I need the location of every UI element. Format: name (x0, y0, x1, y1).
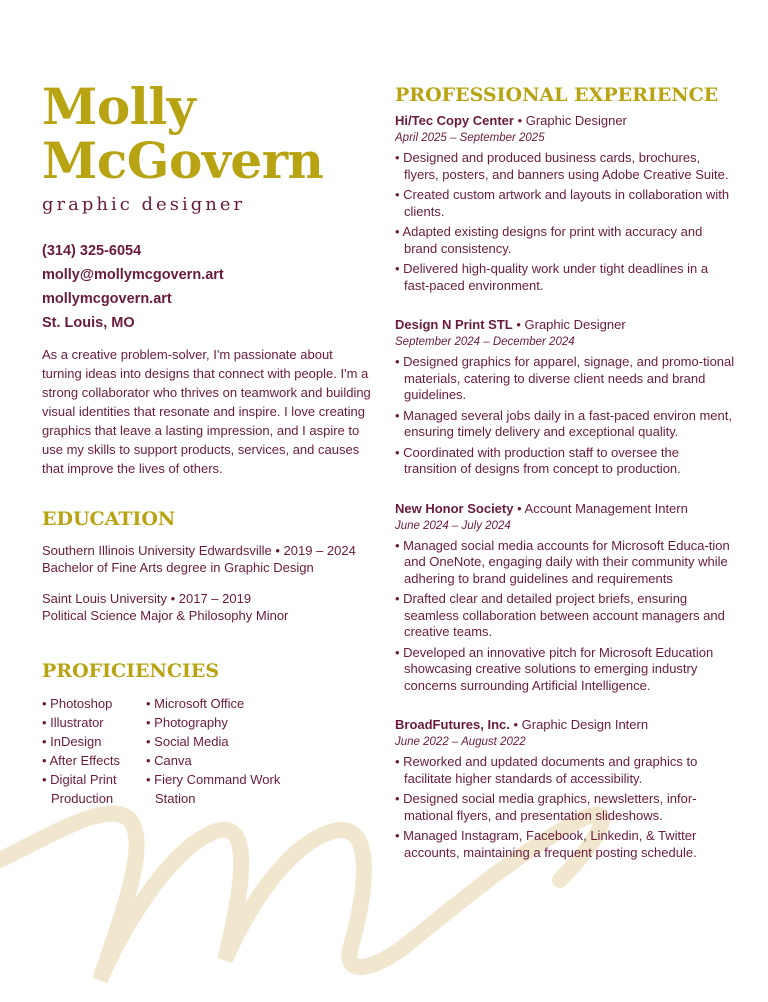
job-bullet: • Drafted clear and detailed project briefs, ensuring seamless collaboration between account managers and creative teams. (395, 591, 725, 639)
right-column (395, 84, 735, 865)
experience-heading: PROFESSIONAL EXPERIENCE (395, 84, 719, 106)
job-entry (395, 316, 735, 478)
proficiencies-column-1 (42, 694, 146, 808)
proficiency-item: • Illustrator (42, 715, 104, 730)
company-name: New Honor Society (395, 500, 514, 516)
proficiency-item: • Photography (146, 715, 228, 730)
job-title-line (395, 500, 735, 518)
proficiency-item: • Social Media (146, 734, 229, 749)
proficiencies-list (42, 694, 372, 808)
job-dates: September 2024 – December 2024 (395, 336, 575, 348)
company-name: Design N Print STL (395, 317, 513, 332)
job-entry (395, 716, 735, 861)
job-bullet: • Managed social media accounts for Microsoft Educa-tion and OneNote, engaging daily with their community while adhering to brand guidelines and requirements (395, 537, 730, 586)
job-bullet: • Reworked and updated documents and graphics to facilitate higher standards of accessibility. (395, 754, 698, 786)
proficiency-item: • Canva (146, 753, 192, 768)
school-line: Southern Illinois University Edwardsville • 2019 – 2024 (42, 543, 356, 558)
name-heading (42, 77, 372, 190)
job-dates: June 2024 – July 2024 (395, 519, 511, 532)
job-role: • Graphic Designer (512, 317, 626, 332)
proficiency-item: • Digital Print Production (42, 772, 117, 806)
degree-line: Bachelor of Fine Arts degree in Graphic Design (42, 560, 314, 575)
proficiency-item: • InDesign (42, 734, 102, 749)
company-name: Hi/Tec Copy Center (395, 113, 514, 128)
job-bullet: • Developed an innovative pitch for Microsoft Education showcasing creative solutions to emerging industry concerns surrounding Artificial Intelligence. (395, 644, 714, 693)
education-entry (42, 590, 372, 624)
company-name: BroadFutures, Inc. (395, 717, 510, 732)
job-title-line (395, 316, 735, 334)
job-entry (395, 500, 735, 695)
first-name: Molly (42, 77, 196, 136)
website: mollymcgovern.art (42, 291, 172, 307)
job-bullet: • Coordinated with production staff to oversee the transition of designs from concept to production. (395, 444, 681, 476)
job-bullet: • Adapted existing designs for print with accuracy and brand consistency. (395, 224, 703, 256)
job-bullet: • Created custom artwork and layouts in collaboration with clients. (395, 187, 730, 219)
degree-line: Political Science Major & Philosophy Minor (42, 608, 289, 623)
location: St. Louis, MO (42, 315, 135, 331)
last-name: McGovern (42, 131, 324, 190)
proficiencies-column-2 (146, 694, 286, 808)
job-title-line (395, 112, 735, 130)
job-dates: April 2025 – September 2025 (395, 132, 545, 144)
job-bullet: • Managed Instagram, Facebook, Linkedin, & Twitter accounts, maintaining a frequent posting schedule. (395, 828, 697, 860)
email: molly@mollymcgovern.art (42, 267, 224, 283)
job-bullets (395, 150, 735, 294)
job-role: • Account Management Intern (513, 500, 688, 516)
contact-block (42, 239, 372, 335)
job-bullets (395, 538, 735, 695)
summary-paragraph: As a creative problem-solver, I'm passionate about turning ideas into designs that connect with people. I'm a strong collaborator who thrives on teamwork and building visual identities that resonate and inspire. I love creating graphics that leave a lasting impression, and I aspire to use my skills to support products, services, and causes that improve the lives of others. (42, 347, 371, 476)
left-column (42, 77, 372, 808)
proficiencies-heading: PROFICIENCIES (42, 660, 220, 682)
job-role: • Graphic Designer (513, 113, 627, 128)
phone: (314) 325-6054 (42, 243, 142, 259)
proficiency-item: • After Effects (42, 753, 121, 768)
job-subtitle: graphic designer (42, 194, 246, 215)
education-heading: EDUCATION (42, 508, 176, 530)
job-dates: June 2022 – August 2022 (395, 736, 526, 748)
proficiency-item: • Microsoft Office (146, 696, 245, 711)
job-bullets (395, 354, 735, 478)
job-bullet: • Designed social media graphics, newsletters, infor-mational flyers, and presentation slideshows. (395, 791, 697, 823)
school-line: Saint Louis University • 2017 – 2019 (42, 591, 252, 606)
job-bullet: • Managed several jobs daily in a fast-paced environ ment, ensuring timely delivery and exceptional quality. (395, 407, 732, 439)
education-entry (42, 542, 372, 576)
proficiency-item: • Photoshop (42, 696, 113, 711)
job-entry (395, 112, 735, 294)
proficiency-item: • Fiery Command Work Station (146, 772, 281, 806)
job-title-line (395, 716, 735, 734)
job-role: • Graphic Design Intern (509, 717, 649, 732)
job-bullet: • Delivered high-quality work under tight deadlines in a fast-paced environment. (395, 261, 709, 293)
job-bullet: • Designed graphics for apparel, signage, and promo-tional materials, catering to diverse client needs and brand guidelines. (395, 354, 735, 402)
job-bullet: • Designed and produced business cards, brochures, flyers, posters, and banners using Adobe Creative Suite. (395, 150, 729, 182)
job-bullets (395, 754, 735, 861)
